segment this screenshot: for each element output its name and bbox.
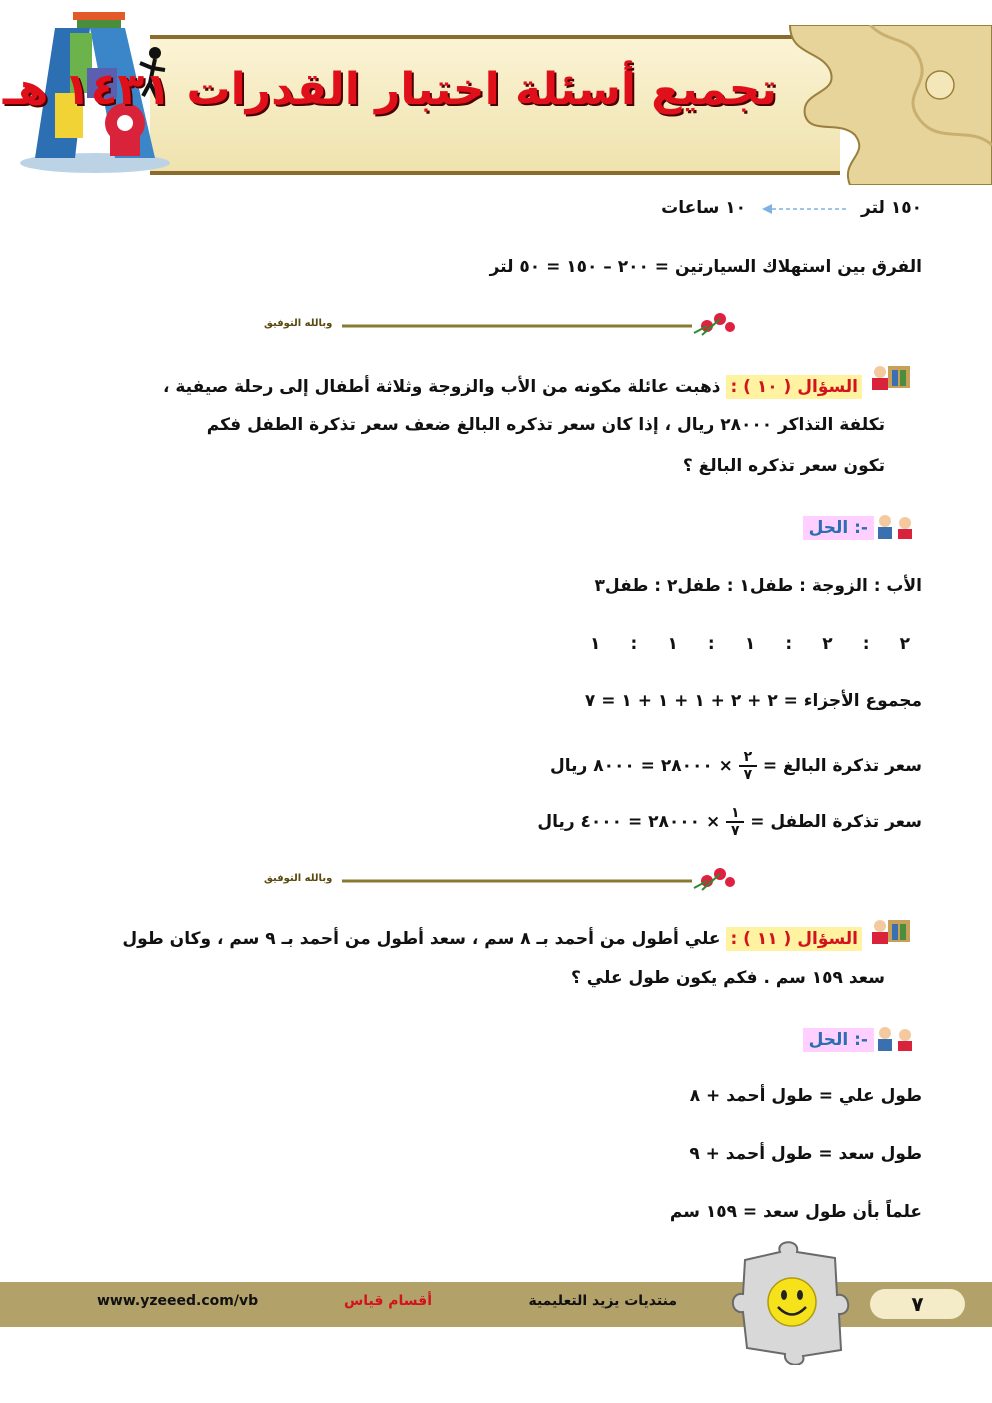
ratio-labels: الأب : الزوجة : طفل١ : طفل٢ : طفل٣	[594, 576, 922, 596]
ratio-values	[590, 634, 910, 654]
ratio-part: ٢	[822, 634, 833, 654]
fraction-denominator: ٧	[743, 767, 753, 783]
footer-section: أقسام قياس	[343, 1293, 432, 1309]
child-ticket-formula	[537, 806, 922, 838]
footer-url[interactable]: www.yzeeed.com/vb	[97, 1293, 259, 1309]
rose-icon	[694, 313, 735, 335]
ratio-part: ١	[590, 634, 601, 654]
ratio-part: ٢	[899, 634, 910, 654]
fraction-numerator: ٢	[743, 749, 753, 765]
divider-caption: وبالله التوفيق	[264, 873, 333, 884]
question-11-text-1: علي أطول من أحمد بـ ٨ سم ، سعد أطول من أحمد بـ ٩ سم ، وكان طول	[122, 929, 721, 949]
adult-ticket-formula	[550, 750, 922, 782]
question-10-label: السؤال ( ١٠ ) :	[726, 375, 862, 399]
adult-ticket-result: × ٢٨٠٠٠ = ٨٠٠٠ ريال	[549, 756, 733, 776]
question-11-line-2: سعد ١٥٩ سم . فكم يكون طول علي ؟	[571, 968, 885, 988]
saad-height-equation: طول سعد = طول أحمد + ٩	[689, 1144, 922, 1164]
question-11-line-1	[122, 929, 862, 949]
students-icon	[875, 513, 917, 541]
child-ticket-result: × ٢٨٠٠٠ = ٤٠٠٠ ريال	[537, 812, 721, 832]
rose-icon	[694, 868, 735, 890]
ratio-part: ١	[744, 634, 756, 654]
page-title: تجميع أسئلة اختبار القدرات ١٤٣١ هـ	[2, 64, 777, 115]
question-10-line-2: تكلفة التذاكر ٢٨٠٠٠ ريال ، إذا كان سعر تذكره البالغ ضعف سعر تذكرة الطفل فكم	[206, 415, 885, 435]
ratio-sep: :	[862, 634, 870, 654]
hours-value: ١٠ ساعات	[661, 198, 746, 218]
student-reading-icon	[868, 916, 916, 946]
fraction	[726, 806, 744, 838]
divider-roses	[262, 305, 737, 345]
saad-height-given: علماً بأن طول سعد = ١٥٩ سم	[669, 1202, 922, 1222]
volume-value: ١٥٠ لتر	[861, 198, 922, 218]
footer-forum-name: منتديات يزيد التعليمية	[528, 1293, 677, 1309]
divider-caption: وبالله التوفيق	[264, 318, 333, 329]
page-number: ٧	[870, 1289, 965, 1319]
student-reading-icon	[868, 362, 916, 392]
solution-10-label: الحل :-	[803, 516, 874, 540]
ratio-sep: :	[707, 634, 715, 654]
ratio-sep: :	[785, 634, 793, 654]
fraction-numerator: ١	[730, 805, 740, 821]
solution-11-label: الحل :-	[803, 1028, 874, 1052]
question-11-label: السؤال ( ١١ ) :	[726, 927, 862, 951]
divider-roses	[262, 860, 737, 900]
smiley-puzzle-icon	[725, 1240, 855, 1365]
fraction-denominator: ٧	[730, 823, 740, 839]
child-ticket-prefix: سعر تذكرة الطفل =	[750, 812, 922, 832]
ratio-part: ١	[667, 634, 678, 654]
arrow-icon	[760, 203, 850, 215]
question-10-line-1	[163, 377, 862, 397]
question-10-line-3: تكون سعر تذكره البالغ ؟	[682, 456, 885, 476]
students-icon	[875, 1025, 917, 1053]
ali-height-equation: طول علي = طول أحمد + ٨	[689, 1086, 922, 1106]
adult-ticket-prefix: سعر تذكرة البالغ =	[762, 756, 922, 776]
fraction	[739, 750, 757, 782]
question-10-text-1: ذهبت عائلة مكونه من الأب والزوجة وثلاثة أطفال إلى رحلة صيفية ،	[162, 377, 721, 397]
difference-line: الفرق بين استهلاك السيارتين = ٢٠٠ – ١٥٠ = ٥٠ لتر	[489, 257, 922, 277]
ratio-sep: :	[630, 634, 638, 654]
sum-of-parts: مجموع الأجزاء = ٢ + ٢ + ١ + ١ + ١ = ٧	[584, 691, 922, 711]
